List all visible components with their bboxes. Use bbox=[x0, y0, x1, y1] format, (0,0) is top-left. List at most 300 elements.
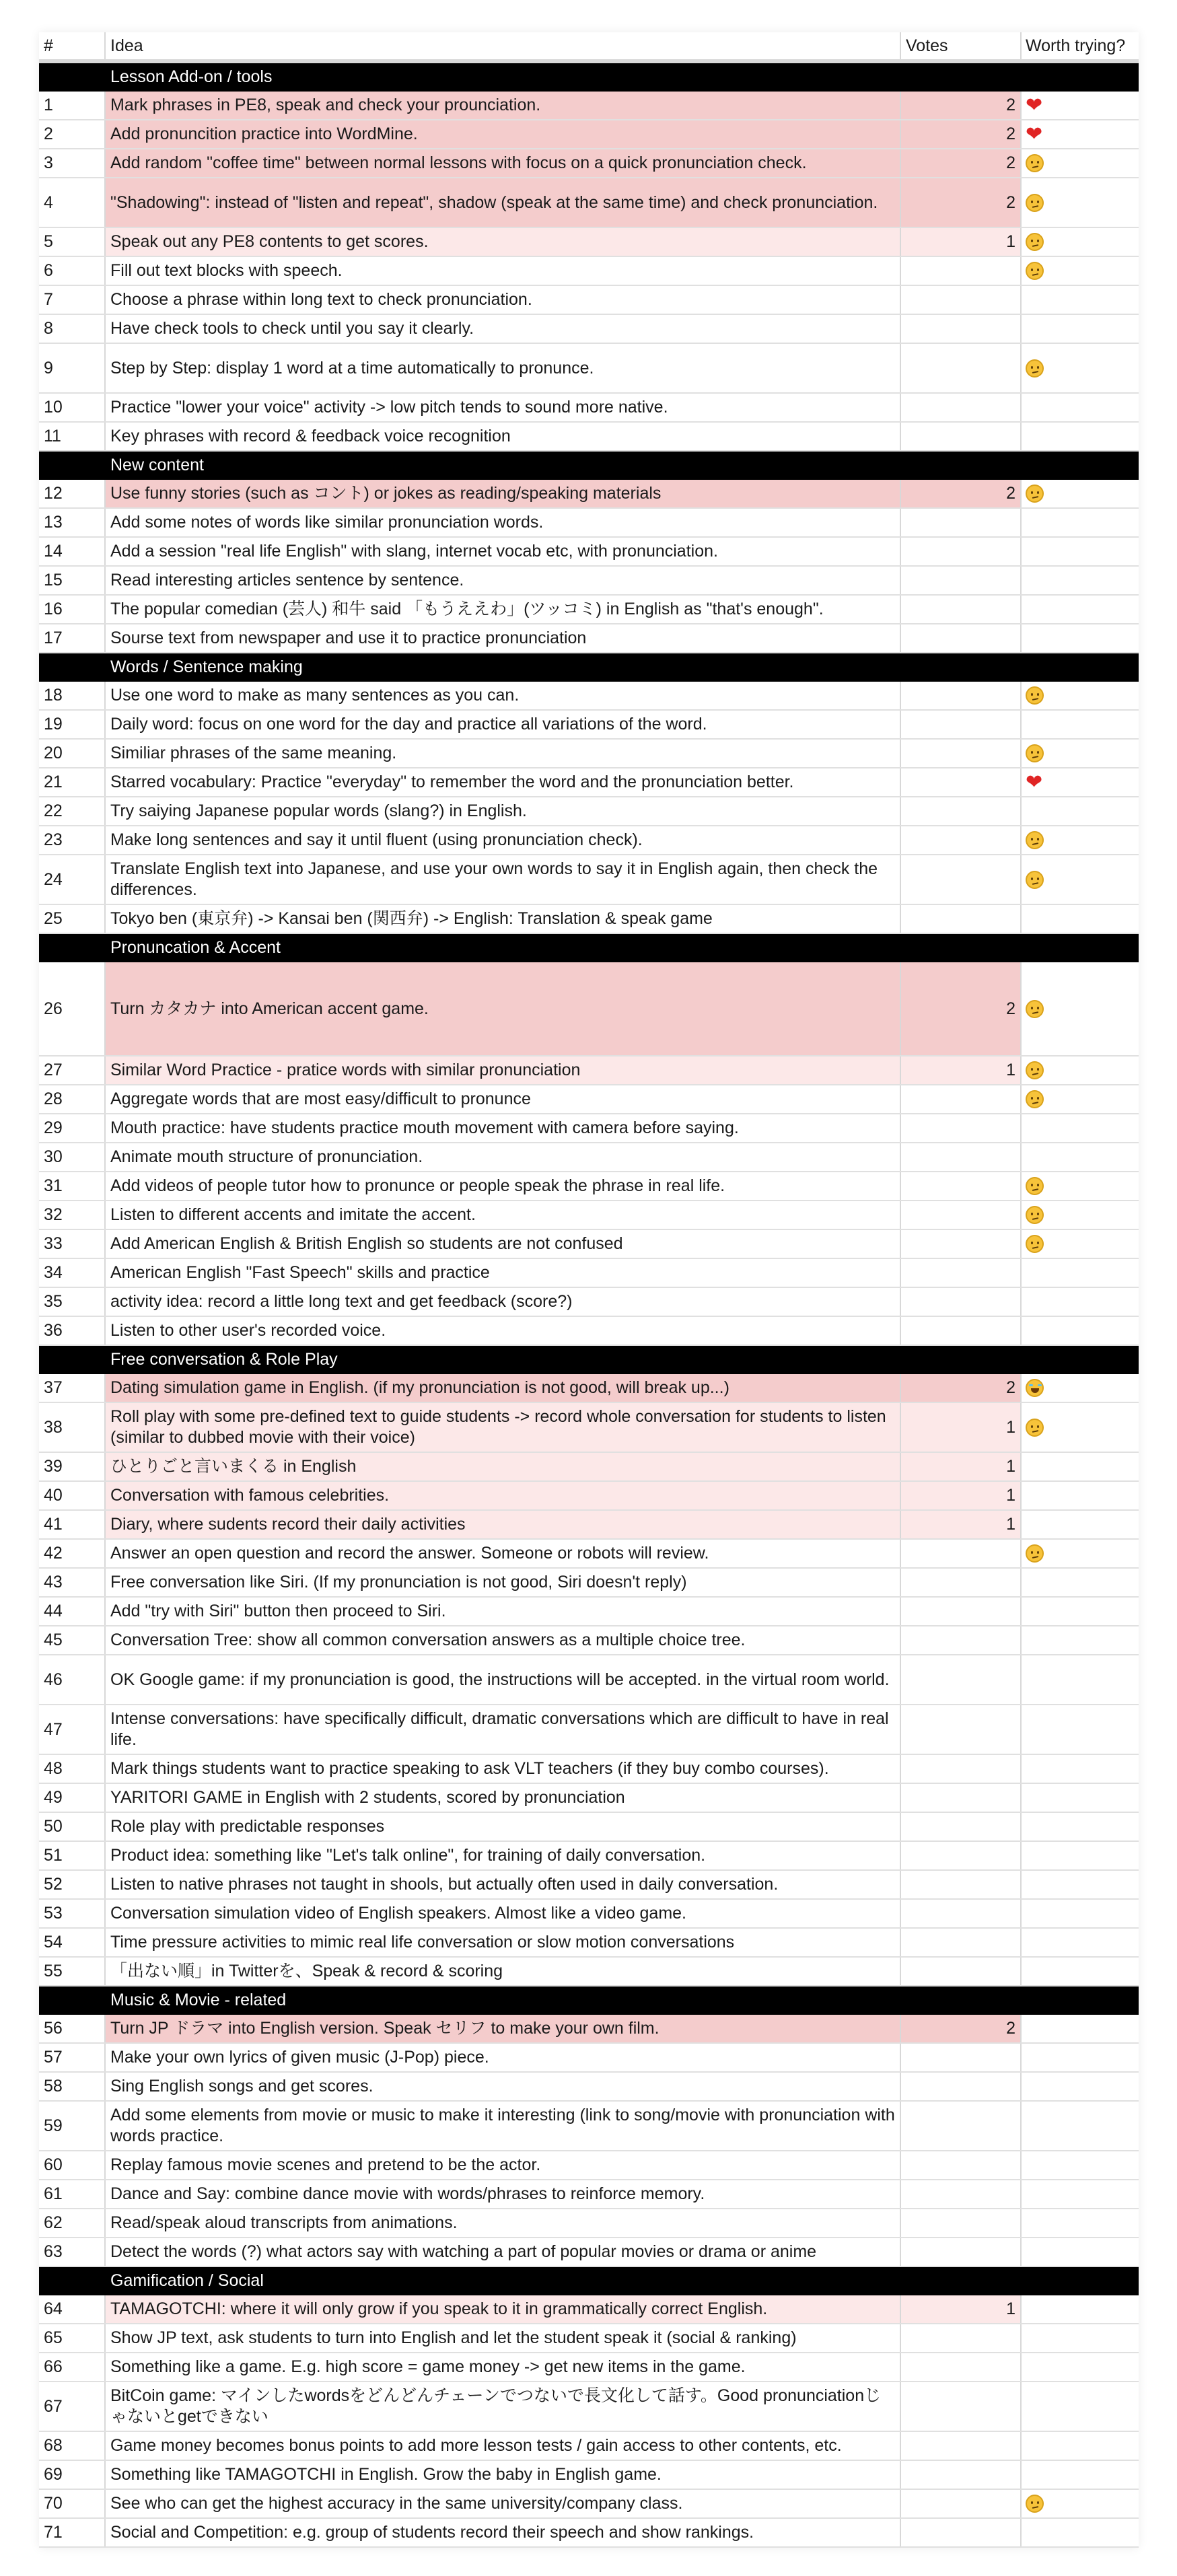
cell-votes[interactable] bbox=[901, 740, 1022, 767]
cell-idea[interactable]: Something like TAMAGOTCHI in English. Grow the baby in English game. bbox=[106, 2461, 901, 2489]
cell-worth[interactable] bbox=[1022, 1655, 1139, 1704]
section-label: Gamification / Social bbox=[110, 2270, 264, 2290]
header-idea[interactable]: Idea bbox=[106, 32, 901, 59]
cell-num[interactable]: 17 bbox=[39, 624, 106, 652]
cell-votes[interactable] bbox=[901, 1958, 1022, 1985]
cell-idea[interactable]: Add videos of people tutor how to pronunce or people speak the phrase in real life. bbox=[106, 1172, 901, 1200]
heart-icon: ❤ bbox=[1026, 122, 1043, 145]
cell-votes[interactable] bbox=[901, 567, 1022, 594]
cell-idea[interactable]: Turn カタカナ into American accent game. bbox=[106, 962, 901, 1055]
cell-worth[interactable] bbox=[1022, 178, 1139, 227]
cell-num[interactable]: 69 bbox=[39, 2461, 106, 2489]
cell-num[interactable]: 52 bbox=[39, 1871, 106, 1898]
cell-num[interactable]: 21 bbox=[39, 768, 106, 796]
cell-worth[interactable] bbox=[1022, 1598, 1139, 1625]
cell-worth[interactable] bbox=[1022, 1403, 1139, 1452]
section-votes-cell bbox=[901, 1346, 1022, 1373]
cell-num[interactable]: 59 bbox=[39, 2102, 106, 2150]
cell-votes[interactable]: 2 bbox=[901, 149, 1022, 177]
cell-idea[interactable]: OK Google game: if my pronunciation is good, the instructions will be accepted. in the virtual room world. bbox=[106, 1655, 901, 1704]
cell-worth[interactable] bbox=[1022, 1482, 1139, 1509]
cell-votes[interactable]: 2 bbox=[901, 92, 1022, 119]
cell-worth[interactable] bbox=[1022, 1143, 1139, 1171]
cell-votes[interactable] bbox=[901, 1626, 1022, 1654]
cell-num[interactable]: 56 bbox=[39, 2015, 106, 2042]
cell-idea[interactable]: Social and Competition: e.g. group of students record their speech and show rankings. bbox=[106, 2519, 901, 2546]
cell-num[interactable]: 23 bbox=[39, 826, 106, 854]
cell-idea[interactable]: Sing English songs and get scores. bbox=[106, 2073, 901, 2100]
cell-worth[interactable] bbox=[1022, 1626, 1139, 1654]
cell-votes[interactable] bbox=[901, 2209, 1022, 2237]
cell-worth[interactable] bbox=[1022, 120, 1139, 148]
cell-worth[interactable] bbox=[1022, 2353, 1139, 2381]
cell-worth[interactable] bbox=[1022, 394, 1139, 421]
cell-votes[interactable] bbox=[901, 768, 1022, 796]
section-num-cell bbox=[39, 934, 106, 961]
cell-votes[interactable]: 2 bbox=[901, 2015, 1022, 2042]
cell-worth[interactable] bbox=[1022, 2151, 1139, 2179]
cell-num[interactable]: 35 bbox=[39, 1288, 106, 1316]
cell-worth[interactable] bbox=[1022, 149, 1139, 177]
section-votes-cell bbox=[901, 2267, 1022, 2294]
cell-num[interactable]: 3 bbox=[39, 149, 106, 177]
cell-idea[interactable]: activity idea: record a little long text and get feedback (score?) bbox=[106, 1288, 901, 1316]
cell-votes[interactable] bbox=[901, 1705, 1022, 1754]
cell-votes[interactable] bbox=[901, 1317, 1022, 1345]
cell-num[interactable]: 29 bbox=[39, 1114, 106, 1142]
cell-idea[interactable]: Answer an open question and record the answer. Someone or robots will review. bbox=[106, 1540, 901, 1567]
cell-worth[interactable] bbox=[1022, 286, 1139, 314]
cell-votes[interactable] bbox=[901, 2432, 1022, 2460]
cell-votes[interactable] bbox=[901, 1288, 1022, 1316]
table-row bbox=[39, 1842, 1139, 1871]
cell-num[interactable]: 70 bbox=[39, 2490, 106, 2517]
cell-num[interactable]: 13 bbox=[39, 509, 106, 536]
cell-idea[interactable]: Animate mouth structure of pronunciation. bbox=[106, 1143, 901, 1171]
header-votes[interactable]: Votes bbox=[901, 32, 1022, 59]
cell-idea[interactable]: ひとりごと言いまくる in English bbox=[106, 1453, 901, 1480]
cell-idea[interactable]: Have check tools to check until you say it clearly. bbox=[106, 315, 901, 343]
cell-votes[interactable] bbox=[901, 509, 1022, 536]
cell-worth[interactable] bbox=[1022, 2073, 1139, 2100]
cell-idea[interactable]: Mark things students want to practice speaking to ask VLT teachers (if they buy combo courses). bbox=[106, 1755, 901, 1783]
cell-votes[interactable] bbox=[901, 2238, 1022, 2266]
cell-num[interactable]: 2 bbox=[39, 120, 106, 148]
cell-num[interactable]: 15 bbox=[39, 567, 106, 594]
cell-votes[interactable]: 2 bbox=[901, 120, 1022, 148]
cell-idea[interactable]: BitCoin game: マインしたwordsをどんどんチェーンでつないで長文化して話す。Good pronunciationじゃないとgetできない bbox=[106, 2382, 901, 2431]
cell-worth[interactable] bbox=[1022, 1569, 1139, 1596]
cell-num[interactable]: 19 bbox=[39, 711, 106, 738]
cell-worth[interactable] bbox=[1022, 2432, 1139, 2460]
cell-num[interactable]: 63 bbox=[39, 2238, 106, 2266]
cell-idea[interactable]: Game money becomes bonus points to add more lesson tests / gain access to other contents, etc. bbox=[106, 2432, 901, 2460]
cell-votes[interactable] bbox=[901, 1784, 1022, 1812]
cell-num[interactable]: 40 bbox=[39, 1482, 106, 1509]
cell-idea[interactable]: Conversation Tree: show all common conversation answers as a multiple choice tree. bbox=[106, 1626, 901, 1654]
cell-idea[interactable]: Tokyo ben (東京弁) -> Kansai ben (関西弁) -> English: Translation & speak game bbox=[106, 905, 901, 933]
cell-worth[interactable] bbox=[1022, 315, 1139, 343]
cell-votes[interactable] bbox=[901, 1569, 1022, 1596]
cell-num[interactable]: 55 bbox=[39, 1958, 106, 1985]
cell-worth[interactable] bbox=[1022, 2015, 1139, 2042]
cell-worth[interactable] bbox=[1022, 1374, 1139, 1402]
cell-worth[interactable] bbox=[1022, 905, 1139, 933]
header-num[interactable]: # bbox=[39, 32, 106, 59]
cell-votes[interactable] bbox=[901, 2102, 1022, 2150]
cell-votes[interactable]: 1 bbox=[901, 1453, 1022, 1480]
cell-idea[interactable]: Free conversation like Siri. (If my pronunciation is not good, Siri doesn't reply) bbox=[106, 1569, 901, 1596]
cell-num[interactable]: 22 bbox=[39, 797, 106, 825]
cell-num[interactable]: 54 bbox=[39, 1929, 106, 1956]
cell-num[interactable]: 64 bbox=[39, 2295, 106, 2323]
cell-num[interactable]: 8 bbox=[39, 315, 106, 343]
cell-votes[interactable]: 1 bbox=[901, 1057, 1022, 1084]
cell-votes[interactable] bbox=[901, 905, 1022, 933]
cell-idea[interactable]: Make your own lyrics of given music (J-Pop) piece. bbox=[106, 2044, 901, 2071]
cell-votes[interactable] bbox=[901, 1655, 1022, 1704]
cell-idea[interactable]: Use one word to make as many sentences as you can. bbox=[106, 682, 901, 709]
cell-num[interactable]: 62 bbox=[39, 2209, 106, 2237]
cell-idea[interactable]: Add some elements from movie or music to make it interesting (link to song/movie with pronunciation with words practice. bbox=[106, 2102, 901, 2150]
cell-num[interactable]: 47 bbox=[39, 1705, 106, 1754]
cell-votes[interactable]: 1 bbox=[901, 228, 1022, 256]
cell-votes[interactable]: 1 bbox=[901, 1482, 1022, 1509]
cell-num[interactable]: 10 bbox=[39, 394, 106, 421]
cell-num[interactable]: 67 bbox=[39, 2382, 106, 2431]
table-row bbox=[39, 1813, 1139, 1842]
cell-worth[interactable] bbox=[1022, 1288, 1139, 1316]
section-label: Pronuncation & Accent bbox=[110, 937, 281, 957]
cell-votes[interactable] bbox=[901, 624, 1022, 652]
cell-votes[interactable] bbox=[901, 2461, 1022, 2489]
cell-num[interactable]: 20 bbox=[39, 740, 106, 767]
cell-worth[interactable] bbox=[1022, 1057, 1139, 1084]
cell-votes[interactable] bbox=[901, 2151, 1022, 2179]
cell-num[interactable]: 31 bbox=[39, 1172, 106, 1200]
table-row bbox=[39, 567, 1139, 596]
cell-votes[interactable] bbox=[901, 2490, 1022, 2517]
cell-idea[interactable]: Add random "coffee time" between normal lessons with focus on a quick pronunciation check. bbox=[106, 149, 901, 177]
cell-idea[interactable]: Conversation with famous celebrities. bbox=[106, 1482, 901, 1509]
cell-worth[interactable] bbox=[1022, 624, 1139, 652]
cell-num[interactable]: 41 bbox=[39, 1511, 106, 1538]
cell-num[interactable]: 36 bbox=[39, 1317, 106, 1345]
cell-votes[interactable] bbox=[901, 394, 1022, 421]
cell-num[interactable]: 34 bbox=[39, 1259, 106, 1287]
cell-num[interactable]: 1 bbox=[39, 92, 106, 119]
cell-votes[interactable] bbox=[901, 1201, 1022, 1229]
cell-idea[interactable]: Diary, where sudents record their daily activities bbox=[106, 1511, 901, 1538]
cell-votes[interactable] bbox=[901, 344, 1022, 392]
cell-idea[interactable]: Intense conversations: have specifically difficult, dramatic conversations which are difficult to have in real life. bbox=[106, 1705, 901, 1754]
cell-idea[interactable]: Try saiying Japanese popular words (slang?) in English. bbox=[106, 797, 901, 825]
cell-worth[interactable] bbox=[1022, 1958, 1139, 1985]
cell-votes[interactable] bbox=[901, 1842, 1022, 1869]
cell-votes[interactable]: 2 bbox=[901, 178, 1022, 227]
cell-votes[interactable] bbox=[901, 257, 1022, 285]
cell-votes[interactable] bbox=[901, 682, 1022, 709]
cell-num[interactable]: 48 bbox=[39, 1755, 106, 1783]
cell-worth[interactable] bbox=[1022, 1453, 1139, 1480]
cell-votes[interactable]: 2 bbox=[901, 1374, 1022, 1402]
cell-num[interactable]: 16 bbox=[39, 596, 106, 623]
cell-num[interactable]: 4 bbox=[39, 178, 106, 227]
cell-votes[interactable] bbox=[901, 596, 1022, 623]
cell-idea[interactable]: Dating simulation game in English. (if my pronunciation is not good, will break up...) bbox=[106, 1374, 901, 1402]
cell-worth[interactable] bbox=[1022, 1259, 1139, 1287]
cell-idea[interactable]: Add "try with Siri" button then proceed to Siri. bbox=[106, 1598, 901, 1625]
cell-idea[interactable]: Read/speak aloud transcripts from animations. bbox=[106, 2209, 901, 2237]
cell-idea[interactable]: Practice "lower your voice" activity -> low pitch tends to sound more native. bbox=[106, 394, 901, 421]
cell-idea[interactable]: Similiar phrases of the same meaning. bbox=[106, 740, 901, 767]
cell-votes[interactable] bbox=[901, 2382, 1022, 2431]
cell-worth[interactable] bbox=[1022, 1172, 1139, 1200]
cell-num[interactable]: 49 bbox=[39, 1784, 106, 1812]
cell-worth[interactable] bbox=[1022, 1705, 1139, 1754]
cell-idea[interactable]: Show JP text, ask students to turn into English and let the student speak it (social & ranking) bbox=[106, 2324, 901, 2352]
cell-worth[interactable] bbox=[1022, 1085, 1139, 1113]
cell-idea[interactable]: See who can get the highest accuracy in the same university/company class. bbox=[106, 2490, 901, 2517]
cell-num[interactable]: 24 bbox=[39, 855, 106, 904]
cell-votes[interactable] bbox=[901, 797, 1022, 825]
cell-idea[interactable]: Translate English text into Japanese, and use your own words to say it in English again, then check the differences. bbox=[106, 855, 901, 904]
cell-worth[interactable] bbox=[1022, 2324, 1139, 2352]
cell-num[interactable]: 6 bbox=[39, 257, 106, 285]
cell-worth[interactable] bbox=[1022, 1201, 1139, 1229]
cell-worth[interactable] bbox=[1022, 826, 1139, 854]
cell-worth[interactable] bbox=[1022, 711, 1139, 738]
cell-votes[interactable] bbox=[901, 1598, 1022, 1625]
cell-num[interactable]: 71 bbox=[39, 2519, 106, 2546]
cell-worth[interactable] bbox=[1022, 2238, 1139, 2266]
cell-idea[interactable]: Listen to different accents and imitate the accent. bbox=[106, 1201, 901, 1229]
cell-idea[interactable]: Turn JP ドラマ into English version. Speak セリフ to make your own film. bbox=[106, 2015, 901, 2042]
cell-idea[interactable]: American English "Fast Speech" skills and practice bbox=[106, 1259, 901, 1287]
cell-idea[interactable]: Dance and Say: combine dance movie with words/phrases to reinforce memory. bbox=[106, 2180, 901, 2208]
cell-idea[interactable]: TAMAGOTCHI: where it will only grow if you speak to it in grammatically correct English. bbox=[106, 2295, 901, 2323]
cell-num[interactable]: 27 bbox=[39, 1057, 106, 1084]
cell-votes[interactable] bbox=[901, 286, 1022, 314]
cell-worth[interactable] bbox=[1022, 423, 1139, 450]
cell-num[interactable]: 14 bbox=[39, 538, 106, 565]
cell-num[interactable]: 43 bbox=[39, 1569, 106, 1596]
cell-votes[interactable] bbox=[901, 2324, 1022, 2352]
cell-num[interactable]: 68 bbox=[39, 2432, 106, 2460]
cell-votes[interactable] bbox=[901, 423, 1022, 450]
cell-idea[interactable]: Similar Word Practice - pratice words with similar pronunciation bbox=[106, 1057, 901, 1084]
cell-num[interactable]: 45 bbox=[39, 1626, 106, 1654]
cell-worth[interactable] bbox=[1022, 1929, 1139, 1956]
cell-idea[interactable]: Read interesting articles sentence by sentence. bbox=[106, 567, 901, 594]
cell-num[interactable]: 33 bbox=[39, 1230, 106, 1258]
cell-num[interactable]: 28 bbox=[39, 1085, 106, 1113]
cell-num[interactable]: 38 bbox=[39, 1403, 106, 1452]
cell-worth[interactable] bbox=[1022, 1784, 1139, 1812]
cell-worth[interactable] bbox=[1022, 2044, 1139, 2071]
cell-votes[interactable]: 1 bbox=[901, 1511, 1022, 1538]
cell-votes[interactable] bbox=[901, 855, 1022, 904]
cell-idea[interactable]: Time pressure activities to mimic real life conversation or slow motion conversations bbox=[106, 1929, 901, 1956]
cell-worth[interactable] bbox=[1022, 228, 1139, 256]
cell-worth[interactable] bbox=[1022, 257, 1139, 285]
cell-votes[interactable] bbox=[901, 1755, 1022, 1783]
cell-idea[interactable]: Use funny stories (such as コント) or jokes as reading/speaking materials bbox=[106, 480, 901, 507]
cell-num[interactable]: 7 bbox=[39, 286, 106, 314]
cell-votes[interactable] bbox=[901, 1230, 1022, 1258]
cell-votes[interactable] bbox=[901, 1813, 1022, 1840]
cell-worth[interactable] bbox=[1022, 1114, 1139, 1142]
cell-worth[interactable] bbox=[1022, 2209, 1139, 2237]
cell-votes[interactable]: 2 bbox=[901, 480, 1022, 507]
cell-worth[interactable] bbox=[1022, 740, 1139, 767]
cell-worth[interactable] bbox=[1022, 768, 1139, 796]
cell-idea[interactable]: Role play with predictable responses bbox=[106, 1813, 901, 1840]
cell-num[interactable]: 53 bbox=[39, 1900, 106, 1927]
cell-idea[interactable]: Add American English & British English so students are not confused bbox=[106, 1230, 901, 1258]
cell-votes[interactable] bbox=[901, 1259, 1022, 1287]
cell-votes[interactable]: 1 bbox=[901, 2295, 1022, 2323]
cell-idea[interactable]: YARITORI GAME in English with 2 students, scored by pronunciation bbox=[106, 1784, 901, 1812]
cell-worth[interactable] bbox=[1022, 538, 1139, 565]
cell-idea[interactable]: Speak out any PE8 contents to get scores. bbox=[106, 228, 901, 256]
cell-votes[interactable]: 1 bbox=[901, 1403, 1022, 1452]
cell-worth[interactable] bbox=[1022, 797, 1139, 825]
cell-worth[interactable] bbox=[1022, 480, 1139, 507]
cell-worth[interactable] bbox=[1022, 1900, 1139, 1927]
cell-idea[interactable]: Add a session "real life English" with slang, internet vocab etc, with pronunciation. bbox=[106, 538, 901, 565]
cell-worth[interactable] bbox=[1022, 855, 1139, 904]
cell-num[interactable]: 66 bbox=[39, 2353, 106, 2381]
cell-num[interactable]: 32 bbox=[39, 1201, 106, 1229]
cell-worth[interactable] bbox=[1022, 567, 1139, 594]
cell-worth[interactable] bbox=[1022, 1871, 1139, 1898]
cell-num[interactable]: 37 bbox=[39, 1374, 106, 1402]
cell-idea[interactable]: Fill out text blocks with speech. bbox=[106, 257, 901, 285]
cell-votes[interactable] bbox=[901, 315, 1022, 343]
cell-num[interactable]: 9 bbox=[39, 344, 106, 392]
cell-num[interactable]: 58 bbox=[39, 2073, 106, 2100]
cell-idea[interactable]: The popular comedian (芸人) 和牛 said 「もうええわ」(ツッコミ) in English as "that's enough". bbox=[106, 596, 901, 623]
cell-idea[interactable]: Daily word: focus on one word for the day and practice all variations of the word. bbox=[106, 711, 901, 738]
cell-num[interactable]: 11 bbox=[39, 423, 106, 450]
cell-worth[interactable] bbox=[1022, 1842, 1139, 1869]
cell-worth[interactable] bbox=[1022, 1755, 1139, 1783]
cell-num[interactable]: 26 bbox=[39, 962, 106, 1055]
cell-votes[interactable] bbox=[901, 826, 1022, 854]
cell-idea[interactable]: Product idea: something like "Let's talk online", for training of daily conversation. bbox=[106, 1842, 901, 1869]
cell-worth[interactable] bbox=[1022, 682, 1139, 709]
cell-votes[interactable] bbox=[901, 1540, 1022, 1567]
cell-num[interactable]: 5 bbox=[39, 228, 106, 256]
cell-worth[interactable] bbox=[1022, 2295, 1139, 2323]
cell-votes[interactable] bbox=[901, 711, 1022, 738]
cell-votes[interactable] bbox=[901, 2353, 1022, 2381]
cell-votes[interactable] bbox=[901, 538, 1022, 565]
cell-votes[interactable] bbox=[901, 2044, 1022, 2071]
cell-worth[interactable] bbox=[1022, 2461, 1139, 2489]
cell-worth[interactable] bbox=[1022, 1230, 1139, 1258]
cell-idea[interactable]: Conversation simulation video of English speakers. Almost like a video game. bbox=[106, 1900, 901, 1927]
cell-worth[interactable] bbox=[1022, 1511, 1139, 1538]
cell-worth[interactable] bbox=[1022, 2519, 1139, 2546]
cell-votes[interactable] bbox=[901, 2073, 1022, 2100]
cell-idea[interactable]: Roll play with some pre-defined text to guide students -> record whole conversation for students to listen (similar to dubbed movie with their voice) bbox=[106, 1403, 901, 1452]
cell-worth[interactable] bbox=[1022, 2382, 1139, 2431]
cell-idea[interactable]: Aggregate words that are most easy/difficult to pronunce bbox=[106, 1085, 901, 1113]
cell-num[interactable]: 50 bbox=[39, 1813, 106, 1840]
cell-num[interactable]: 44 bbox=[39, 1598, 106, 1625]
cell-num[interactable]: 42 bbox=[39, 1540, 106, 1567]
cell-idea[interactable]: Choose a phrase within long text to check pronunciation. bbox=[106, 286, 901, 314]
cell-num[interactable]: 57 bbox=[39, 2044, 106, 2071]
cell-idea[interactable]: Replay famous movie scenes and pretend to be the actor. bbox=[106, 2151, 901, 2179]
cell-idea[interactable]: Key phrases with record & feedback voice recognition bbox=[106, 423, 901, 450]
table-row bbox=[39, 2102, 1139, 2151]
cell-idea[interactable]: Step by Step: display 1 word at a time automatically to pronunce. bbox=[106, 344, 901, 392]
cell-worth[interactable] bbox=[1022, 1317, 1139, 1345]
cell-idea[interactable]: Listen to native phrases not taught in shools, but actually often used in daily conversation. bbox=[106, 1871, 901, 1898]
section-num-cell bbox=[39, 2267, 106, 2294]
cell-num[interactable]: 51 bbox=[39, 1842, 106, 1869]
cell-num[interactable]: 30 bbox=[39, 1143, 106, 1171]
header-worth[interactable]: Worth trying? bbox=[1026, 36, 1126, 55]
cell-votes[interactable] bbox=[901, 1114, 1022, 1142]
cell-worth[interactable] bbox=[1022, 344, 1139, 392]
cell-idea[interactable]: 「出ない順」in Twitterを、Speak & record & scoring bbox=[106, 1958, 901, 1985]
cell-idea[interactable]: Mark phrases in PE8, speak and check your prounciation. bbox=[106, 92, 901, 119]
cell-idea[interactable]: "Shadowing": instead of "listen and repeat", shadow (speak at the same time) and check pronunciation. bbox=[106, 178, 901, 227]
cell-worth[interactable] bbox=[1022, 1813, 1139, 1840]
cell-worth[interactable] bbox=[1022, 1540, 1139, 1567]
cell-idea[interactable]: Something like a game. E.g. high score = game money -> get new items in the game. bbox=[106, 2353, 901, 2381]
section-votes-cell bbox=[901, 653, 1022, 680]
cell-votes[interactable] bbox=[901, 1085, 1022, 1113]
cell-idea[interactable]: Make long sentences and say it until fluent (using pronunciation check). bbox=[106, 826, 901, 854]
cell-num[interactable]: 46 bbox=[39, 1655, 106, 1704]
cell-worth[interactable] bbox=[1022, 962, 1139, 1055]
cell-idea[interactable]: Listen to other user's recorded voice. bbox=[106, 1317, 901, 1345]
cell-idea[interactable]: Sourse text from newspaper and use it to practice pronunciation bbox=[106, 624, 901, 652]
cell-votes[interactable] bbox=[901, 2180, 1022, 2208]
cell-votes[interactable] bbox=[901, 1900, 1022, 1927]
cell-worth[interactable] bbox=[1022, 2490, 1139, 2517]
cell-votes[interactable] bbox=[901, 1172, 1022, 1200]
cell-worth[interactable] bbox=[1022, 92, 1139, 119]
cell-num[interactable]: 25 bbox=[39, 905, 106, 933]
cell-worth[interactable] bbox=[1022, 596, 1139, 623]
cell-worth[interactable] bbox=[1022, 2102, 1139, 2150]
cell-num[interactable]: 60 bbox=[39, 2151, 106, 2179]
cell-worth[interactable] bbox=[1022, 2180, 1139, 2208]
cell-idea[interactable]: Add some notes of words like similar pronunciation words. bbox=[106, 509, 901, 536]
cell-num[interactable]: 61 bbox=[39, 2180, 106, 2208]
cell-worth[interactable] bbox=[1022, 509, 1139, 536]
cell-num[interactable]: 12 bbox=[39, 480, 106, 507]
cell-num[interactable]: 65 bbox=[39, 2324, 106, 2352]
cell-votes[interactable] bbox=[901, 1143, 1022, 1171]
cell-votes[interactable]: 2 bbox=[901, 962, 1022, 1055]
cell-idea[interactable]: Add pronuncition practice into WordMine. bbox=[106, 120, 901, 148]
cell-idea[interactable]: Mouth practice: have students practice mouth movement with camera before saying. bbox=[106, 1114, 901, 1142]
cell-votes[interactable] bbox=[901, 1871, 1022, 1898]
cell-num[interactable]: 39 bbox=[39, 1453, 106, 1480]
cell-votes[interactable] bbox=[901, 2519, 1022, 2546]
cell-num[interactable]: 18 bbox=[39, 682, 106, 709]
cell-idea[interactable]: Starred vocabulary: Practice "everyday" to remember the word and the pronunciation better. bbox=[106, 768, 901, 796]
cell-idea[interactable]: Detect the words (?) what actors say with watching a part of popular movies or drama or anime bbox=[106, 2238, 901, 2266]
cell-votes[interactable] bbox=[901, 1929, 1022, 1956]
